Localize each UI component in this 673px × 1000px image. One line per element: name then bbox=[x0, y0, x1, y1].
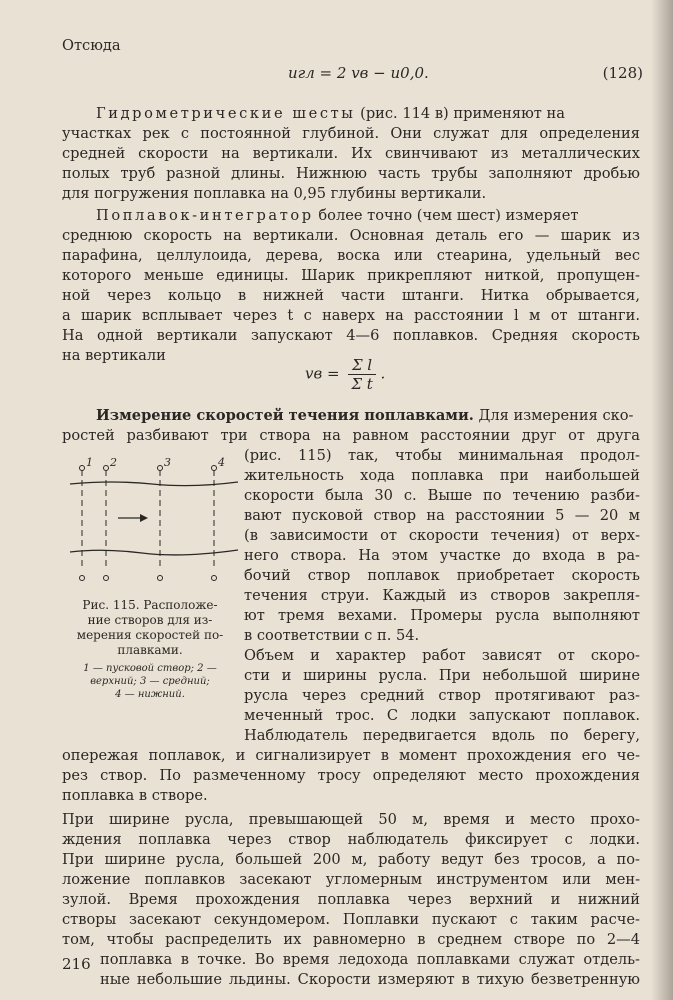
legend-line-3: 4 — нижний. bbox=[115, 689, 185, 700]
fig-label-1: 1 bbox=[86, 456, 93, 469]
narrow-line-10: в соответствии с п. 54. bbox=[244, 627, 420, 644]
narrow-line-5: (в зависимости от скорости течения) от верх- bbox=[244, 527, 640, 544]
full-line-11: поплавка в точке. Во время ледохода поплавками служат отдель- bbox=[100, 951, 640, 968]
narrow-line-15: Наблюдатель передвигается вдоль по берегу, bbox=[244, 727, 640, 744]
formula-denominator: Σ t bbox=[351, 375, 373, 393]
term-poplavok-integrator: Поплавок-интегратор bbox=[96, 207, 314, 224]
para2-line-1: Поплавок-интегратор более точно (чем шест) измеряет bbox=[96, 207, 579, 224]
fig-label-3: 3 bbox=[164, 456, 171, 469]
equation-number-128: (128) bbox=[602, 64, 643, 82]
fig-label-4: 4 bbox=[218, 456, 225, 469]
para1-line-4: полых труб разной длины. Нижнюю часть трубы заполняют дробью bbox=[62, 165, 640, 182]
page-edge-shadow bbox=[651, 0, 673, 1000]
full-line-9: створы засекают секундомером. Поплавки пускают с таким расче- bbox=[62, 911, 640, 928]
marker-bottom-3 bbox=[158, 576, 163, 581]
upper-bank-line bbox=[70, 482, 238, 486]
para2-line-7: На одной вертикали запускают 4—6 поплавков. Средняя скорость bbox=[62, 327, 640, 344]
caption-line-4: плавками. bbox=[117, 643, 183, 657]
full-line-4: При ширине русла, превышающей 50 м, время и место прохо- bbox=[62, 811, 640, 828]
section-line-2: ростей разбивают три створа на равном расстоянии друг от друга bbox=[62, 427, 640, 444]
para1-line-3: средней скорости на вертикали. Их свинчивают из металлических bbox=[62, 145, 640, 162]
marker-bottom-2 bbox=[104, 576, 109, 581]
para2-line-8: на вертикали bbox=[62, 347, 166, 364]
full-line-5: ждения поплавка через створ наблюдатель фиксирует с лодки. bbox=[62, 831, 640, 848]
para2-line-2: среднюю скорость на вертикали. Основная деталь его — шарик из bbox=[62, 227, 640, 244]
term-gidrometricheskie-shesty: Гидрометрические шесты bbox=[96, 105, 356, 122]
para2-line-5: ной через кольцо в нижней части штанги. Нитка обрывается, bbox=[62, 287, 640, 304]
formula-mean-velocity bbox=[305, 356, 385, 393]
narrow-line-6: него створа. На этом участке до входа в ра- bbox=[244, 547, 640, 564]
narrow-line-11: Объем и характер работ зависят от скоро- bbox=[244, 647, 640, 664]
full-line-12: ные небольшие льдины. Скорости измеряют в тихую безветренную bbox=[100, 971, 640, 988]
full-line-7: ложение поплавков засекают угломерным инструментом или мен- bbox=[62, 871, 640, 888]
formula-end: . bbox=[380, 364, 386, 383]
page-number: 216 bbox=[62, 955, 91, 973]
full-line-6: При ширине русла, большей 200 м, работу ведут без тросов, а по- bbox=[62, 851, 640, 868]
para2-line-6: а шарик всплывает через t с наверх на расстоянии l м от штанги. bbox=[62, 307, 640, 324]
narrow-line-13: русла через средний створ протягивают раз- bbox=[244, 687, 640, 704]
para1-line-5: для погружения поплавка на 0,95 глубины вертикали. bbox=[62, 185, 487, 202]
full-line-2: рез створ. По размеченному тросу определяют место прохождения bbox=[62, 767, 640, 784]
narrow-line-12: сти и ширины русла. При небольшой ширине bbox=[244, 667, 640, 684]
legend-line-1: 1 — пусковой створ; 2 — bbox=[83, 663, 217, 674]
full-line-8: зулой. Время прохождения поплавка через верхний и нижний bbox=[62, 891, 640, 908]
caption-line-1: Рис. 115. Расположе- bbox=[82, 598, 218, 612]
narrow-line-8: течения струи. Каждый из створов закрепля- bbox=[244, 587, 640, 604]
caption-line-3: мерения скоростей по- bbox=[76, 628, 224, 642]
intro-word: Отсюда bbox=[62, 37, 121, 54]
marker-top-2 bbox=[104, 466, 109, 471]
section-line-1: Измерение скоростей течения поплавками. Для измерения ско- bbox=[96, 407, 634, 424]
formula-lhs: vв = bbox=[305, 364, 340, 383]
formula-numerator: Σ l bbox=[348, 356, 375, 375]
marker-top-1 bbox=[80, 466, 85, 471]
legend-line-2: верхний; 3 — средний; bbox=[90, 676, 210, 687]
narrow-line-7: бочий створ поплавок приобретает скорость bbox=[244, 567, 640, 584]
figure-115-diagram bbox=[62, 454, 238, 589]
figure-caption bbox=[62, 598, 238, 658]
full-line-3: поплавка в створе. bbox=[62, 787, 208, 804]
narrow-line-14: меченный трос. С лодки запускают поплавок. bbox=[244, 707, 640, 724]
figure-legend bbox=[62, 662, 238, 701]
lower-bank-line bbox=[70, 550, 238, 555]
full-line-10: том, чтобы распределить их равномерно в среднем створе по 2—4 bbox=[62, 931, 640, 948]
equation-128: uгл = 2 vв − u0,0. bbox=[288, 64, 429, 82]
marker-bottom-4 bbox=[212, 576, 217, 581]
narrow-line-4: вают пусковой створ на расстоянии 5 — 20 м bbox=[244, 507, 640, 524]
para1-line-2: участках рек с постоянной глубиной. Они служат для определения bbox=[62, 125, 640, 142]
para2-line-3: парафина, целлулоида, дерева, воска или стеарина, удельный вес bbox=[62, 247, 640, 264]
para2-line-4: которого меньше единицы. Шарик прикрепляют ниткой, пропущен- bbox=[62, 267, 640, 284]
narrow-line-9: ют тремя вехами. Промеры русла выполняют bbox=[244, 607, 640, 624]
marker-top-4 bbox=[212, 466, 217, 471]
section-heading: Измерение скоростей течения поплавками. bbox=[96, 407, 474, 424]
fig-label-2: 2 bbox=[110, 456, 117, 469]
full-line-1: опережая поплавок, и сигнализирует в момент прохождения его че- bbox=[62, 747, 640, 764]
narrow-line-2: жительность хода поплавка при наибольшей bbox=[244, 467, 640, 484]
narrow-line-1: (рис. 115) так, чтобы минимальная продол- bbox=[244, 447, 640, 464]
marker-bottom-1 bbox=[80, 576, 85, 581]
para1-line-1: Гидрометрические шесты (рис. 114 в) применяют на bbox=[96, 105, 565, 122]
formula-fraction bbox=[348, 356, 375, 393]
narrow-line-3: скорости была 30 с. Выше по течению разби- bbox=[244, 487, 640, 504]
flow-arrow-icon bbox=[140, 514, 148, 522]
caption-line-2: ние створов для из- bbox=[87, 613, 213, 627]
marker-top-3 bbox=[158, 466, 163, 471]
